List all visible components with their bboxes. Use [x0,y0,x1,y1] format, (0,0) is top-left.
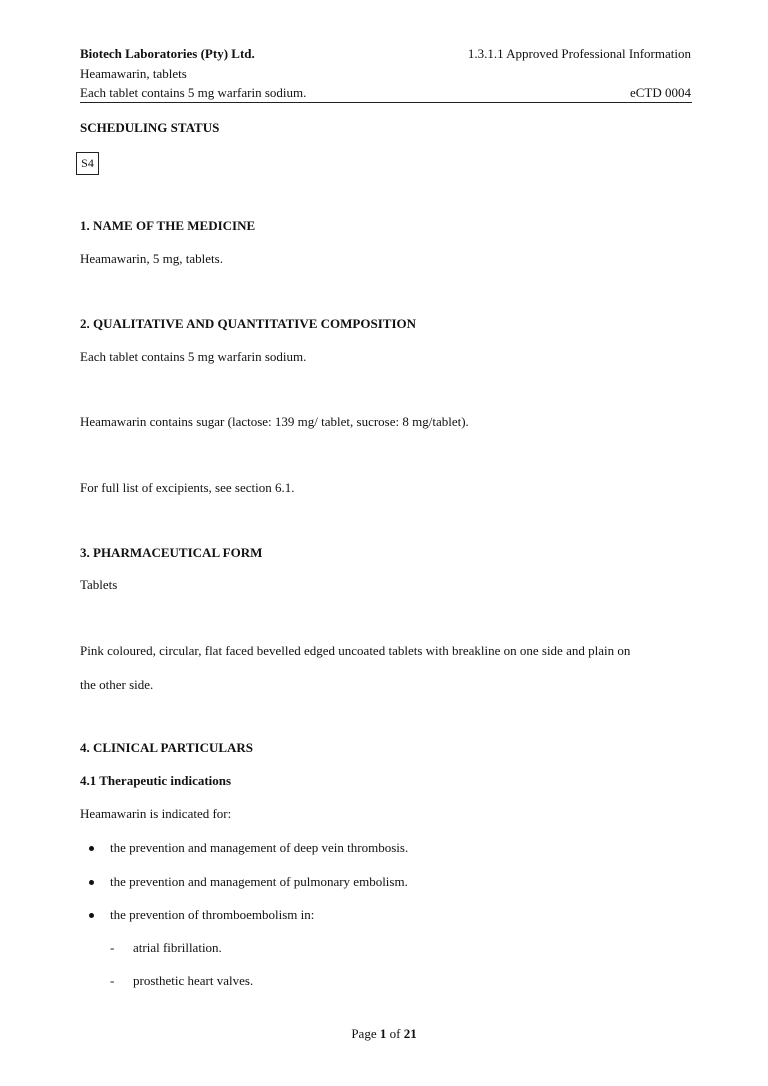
header-composition: Each tablet contains 5 mg warfarin sodium. [80,85,307,100]
product-name: Heamawarin, tablets [80,66,187,81]
ectd-sequence: eCTD 0004 [629,85,691,100]
page-of-label: of [386,1026,404,1041]
section-3-heading: 3. PHARMACEUTICAL FORM [80,545,263,560]
section-1-heading: 1. NAME OF THE MEDICINE [80,218,256,233]
section-3-paragraph-1: Tablets [80,577,118,592]
sub-list-item: prosthetic heart valves. [133,973,254,988]
company-name: Biotech Laboratories (Pty) Ltd. [80,46,255,61]
bullet-icon [89,846,94,851]
page-number: 1 [379,1026,387,1041]
list-item: the prevention of thromboembolism in: [110,907,315,922]
section-4-heading: 4. CLINICAL PARTICULARS [80,740,254,755]
page-footer [0,1026,768,1042]
section-1-text: Heamawarin, 5 mg, tablets. [80,251,223,266]
dash-marker: - [110,940,115,955]
section-3-paragraph-2-line-1: Pink coloured, circular, flat faced bevelled edged uncoated tablets with breakline on one side and plain on [80,643,631,658]
document-type: 1.3.1.1 Approved Professional Information [467,46,691,61]
dash-marker: - [110,973,115,988]
section-4-1-heading: 4.1 Therapeutic indications [80,773,232,788]
list-item: the prevention and management of pulmonary embolism. [110,874,408,889]
sub-list-item: atrial fibrillation. [133,940,222,955]
page-total: 21 [403,1026,417,1041]
bullet-icon [89,913,94,918]
section-4-1-intro: Heamawarin is indicated for: [80,806,232,821]
section-2-heading: 2. QUALITATIVE AND QUANTITATIVE COMPOSITION [80,316,417,331]
bullet-icon [89,880,94,885]
section-3-paragraph-2-line-2: the other side. [80,677,154,692]
scheduling-status-box: S4 [76,152,99,175]
header-divider [80,102,692,103]
section-2-paragraph-2: Heamawarin contains sugar (lactose: 139 mg/ tablet, sucrose: 8 mg/tablet). [80,414,469,429]
scheduling-status-heading: SCHEDULING STATUS [80,120,220,135]
page-label: Page [351,1026,380,1041]
section-2-paragraph-3: For full list of excipients, see section 6.1. [80,480,295,495]
list-item: the prevention and management of deep vein thrombosis. [110,840,409,855]
section-2-paragraph-1: Each tablet contains 5 mg warfarin sodium. [80,349,307,364]
